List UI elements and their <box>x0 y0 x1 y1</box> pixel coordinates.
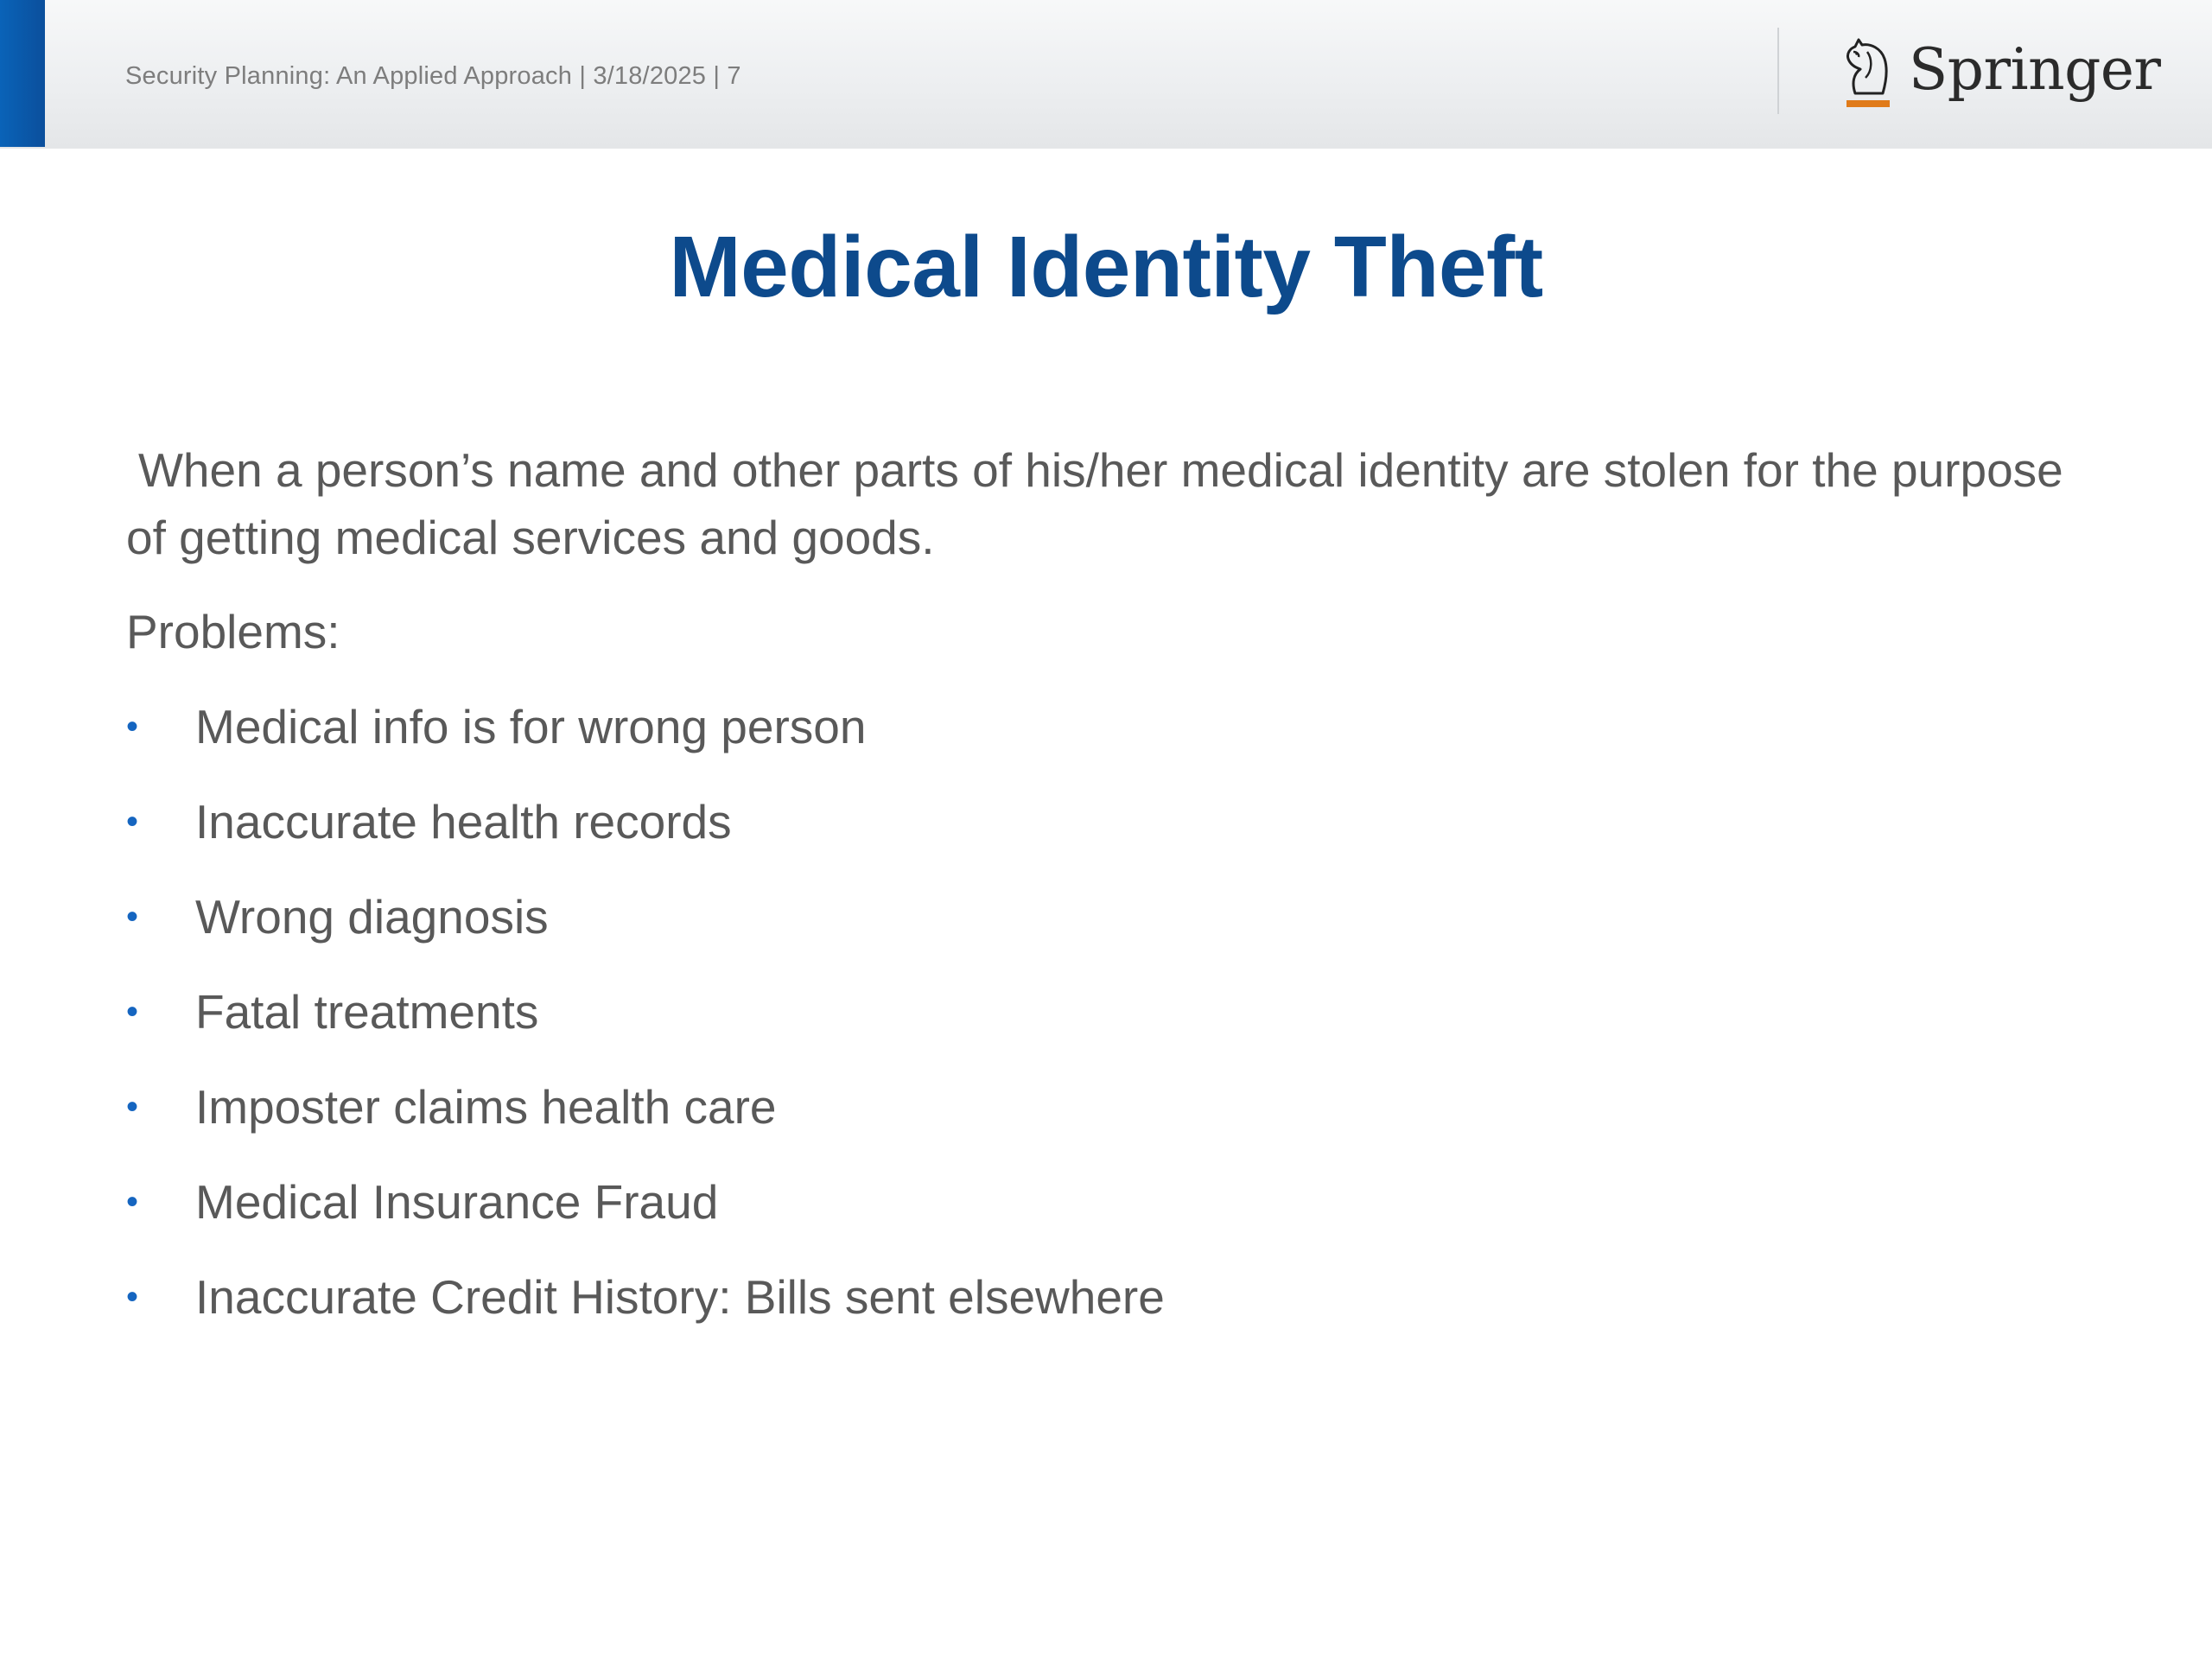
bullet-item <box>126 883 2096 950</box>
springer-logo <box>1836 29 2161 116</box>
slide-title: Medical Identity Theft <box>669 219 1543 315</box>
bullet-text: Inaccurate Credit History: Bills sent elsewhere <box>195 1270 1165 1324</box>
bullet-text: Fatal treatments <box>195 985 539 1039</box>
bullet-text: Medical info is for wrong person <box>195 700 867 753</box>
intro-paragraph: When a person’s name and other parts of his/her medical identity are stolen for the purpose of getting medical services and goods. <box>126 443 2063 564</box>
bullet-icon: • <box>126 708 139 746</box>
bullet-item <box>126 693 2096 760</box>
footer-text: Security Planning: An Applied Approach | 3/18/2025 | 7 <box>125 62 741 90</box>
header-bar <box>0 0 2212 149</box>
bullet-icon: • <box>126 993 139 1031</box>
header-divider <box>1777 28 1779 114</box>
springer-chess-knight-icon <box>1836 33 1898 112</box>
bullet-item <box>126 978 2096 1046</box>
bullet-item <box>126 1263 2096 1331</box>
bullet-text: Medical Insurance Fraud <box>195 1175 719 1229</box>
bullet-icon: • <box>126 898 139 936</box>
problems-label: Problems: <box>126 605 340 658</box>
logo-text: Springer <box>1909 35 2161 103</box>
bullet-text: Wrong diagnosis <box>195 890 549 944</box>
bullet-item <box>126 1168 2096 1236</box>
accent-bar <box>0 0 45 147</box>
bullet-item <box>126 1073 2096 1141</box>
bullet-list <box>126 693 2096 1331</box>
bullet-item <box>126 788 2096 855</box>
bullet-icon: • <box>126 803 139 841</box>
bullet-icon: • <box>126 1088 139 1126</box>
bullet-text: Imposter claims health care <box>195 1080 777 1134</box>
bullet-icon: • <box>126 1183 139 1221</box>
bullet-text: Inaccurate health records <box>195 795 732 849</box>
bullet-icon: • <box>126 1278 139 1316</box>
slide-body <box>126 436 2096 1358</box>
